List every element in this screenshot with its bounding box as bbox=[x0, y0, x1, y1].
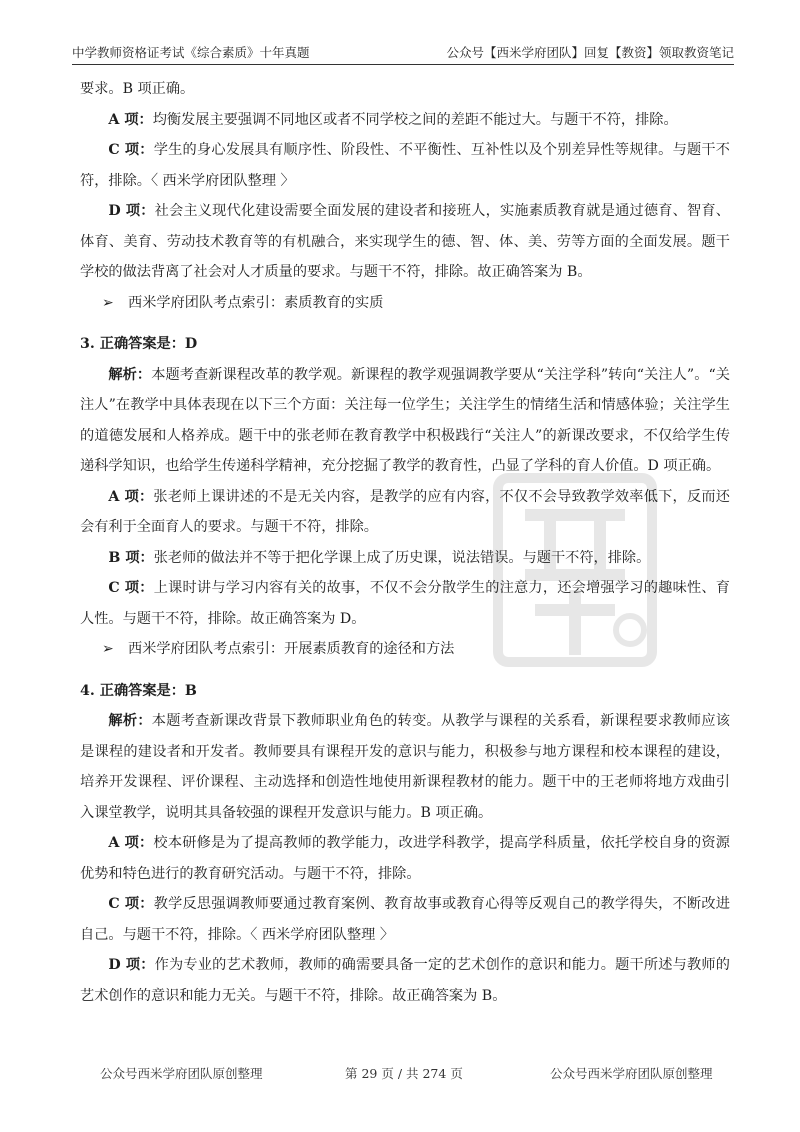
option-label: A 项： bbox=[108, 488, 154, 505]
q4-option-a bbox=[80, 828, 730, 889]
option-label: A 项： bbox=[108, 111, 153, 128]
q2-option-a bbox=[80, 105, 730, 136]
analysis-text: 本题考查新课程改革的教学观。新课程的教学观强调教学要从“关注学科”转向“关注人”。“关注人”在教学中具体表现在以下三个方面：关注每一位学生；关注学生的情绪生活和情感体验；关注学生的道德发展和人格养成。题干中的张老师在教育教学中积极践行“关注人”的新课改要求，不仅给学生传递科学知识，也给学生传递科学精神，充分挖掘了教学的教育性，凸显了学科的育人价值。D 项正确。 bbox=[80, 366, 730, 474]
q3-option-c bbox=[80, 573, 730, 634]
arrow-bullet-icon: ➢ bbox=[102, 641, 114, 657]
option-text: 张老师上课讲述的不是无关内容，是教学的应有内容，不仅不会导致教学效率低下，反而还会有利于全面育人的要求。与题干不符，排除。 bbox=[80, 488, 730, 535]
option-text: 教学反思强调教师要通过教育案例、教育故事或教育心得等反观自己的教学得失，不断改进自己。与题干不符，排除。〈 西米学府团队整理 〉 bbox=[80, 896, 730, 943]
q3-option-b bbox=[80, 543, 730, 574]
option-label: B 项： bbox=[108, 549, 154, 566]
analysis-label: 解析： bbox=[108, 366, 152, 383]
header-promo: 公众号【西米学府团队】回复【教资】领取教资笔记 bbox=[446, 45, 734, 60]
page-header bbox=[72, 44, 734, 65]
header-title: 中学教师资格证考试《综合素质》十年真题 bbox=[72, 45, 310, 60]
q3-knowledge-index bbox=[80, 634, 730, 665]
footer-left: 公众号西米学府团队原创整理 bbox=[100, 1066, 263, 1081]
option-label: C 项： bbox=[108, 580, 154, 596]
option-text: 校本研修是为了提高教师的教学能力，改进学科教学，提高学科质量，依托学校自身的资源优势和特色进行的教育研究活动。与题干不符，排除。 bbox=[80, 835, 730, 882]
option-label: D 项： bbox=[108, 957, 155, 973]
q2-continuation: 要求。B 项正确。 bbox=[80, 81, 195, 97]
option-label: A 项： bbox=[108, 835, 154, 851]
page-content bbox=[80, 74, 730, 1011]
option-label: D 项： bbox=[108, 203, 155, 219]
option-text: 均衡发展主要强调不同地区或者不同学校之间的差距不能过大。与题干不符，排除。 bbox=[152, 111, 678, 128]
option-text: 张老师的做法并不等于把化学课上成了历史课，说法错误。与题干不符，排除。 bbox=[153, 549, 651, 566]
q4-analysis bbox=[80, 706, 730, 828]
index-text: 西米学府团队考点索引：开展素质教育的途径和方法 bbox=[128, 641, 455, 657]
q3-heading: 3. 正确答案是：D bbox=[80, 336, 198, 352]
q2-option-d bbox=[80, 196, 730, 288]
footer-right: 公众号西米学府团队原创整理 bbox=[550, 1066, 713, 1081]
q3-option-a bbox=[80, 482, 730, 543]
analysis-label: 解析： bbox=[108, 713, 152, 729]
option-text: 社会主义现代化建设需要全面发展的建设者和接班人，实施素质教育就是通过德育、智育、体育、美育、劳动技术教育等的有机融合，来实现学生的德、智、体、美、劳等方面的全面发展。题干学校的做法背离了社会对人才质量的要求。与题干不符，排除。故正确答案为 B。 bbox=[80, 203, 730, 280]
option-label: C 项： bbox=[108, 896, 154, 912]
q4-option-c bbox=[80, 889, 730, 950]
arrow-bullet-icon: ➢ bbox=[102, 294, 114, 311]
q3-analysis bbox=[80, 360, 730, 482]
q4-heading: 4. 正确答案是：B bbox=[80, 682, 197, 699]
option-text: 学生的身心发展具有顺序性、阶段性、不平衡性、互补性以及个别差异性等规律。与题干不符，排除。〈 西米学府团队整理 〉 bbox=[80, 142, 730, 189]
q4-option-d bbox=[80, 950, 730, 1011]
page-number: 第 29 页 / 共 274 页 bbox=[345, 1066, 463, 1081]
option-text: 上课时讲与学习内容有关的故事，不仅不会分散学生的注意力，还会增强学习的趣味性、育人性。与题干不符，排除。故正确答案为 D。 bbox=[80, 580, 730, 627]
q2-option-c bbox=[80, 135, 730, 196]
option-text: 作为专业的艺术教师，教师的确需要具备一定的艺术创作的意识和能力。题干所述与教师的艺术创作的意识和能力无关。与题干不符，排除。故正确答案为 B。 bbox=[80, 957, 730, 1004]
q2-knowledge-index bbox=[80, 288, 730, 319]
analysis-text: 本题考查新课改背景下教师职业角色的转变。从教学与课程的关系看，新课程要求教师应该是课程的建设者和开发者。教师要具有课程开发的意识与能力，积极参与地方课程和校本课程的建设，培养开发课程、评价课程、主动选择和创造性地使用新课程教材的能力。题干中的王老师将地方戏曲引入课堂教学，说明其具备较强的课程开发意识与能力。B 项正确。 bbox=[80, 713, 730, 821]
index-text: 西米学府团队考点索引：素质教育的实质 bbox=[128, 294, 384, 311]
page-footer bbox=[0, 1064, 800, 1084]
option-label: C 项： bbox=[108, 142, 154, 158]
